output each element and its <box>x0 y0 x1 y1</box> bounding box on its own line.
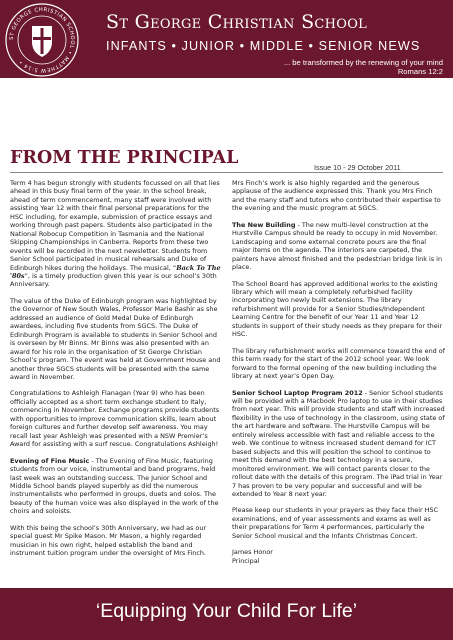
motto-verse: ... be transformed by the renewing of your mind <box>283 58 443 67</box>
motto-reference: Romans 12:2 <box>397 67 443 76</box>
paragraph-text: Term 4 has begun strongly with students focussed on all that lies ahead in this busy final term of the year. In the school break, ahead of term commencement, many staff were involved with assisting Year 12 with their final personal preparations for the HSC including, for example, submission of practice essays and working through past papers. Students also participated in the National Robocup Competition in Tasmania and the National Skipping Championships in Canberra. Reports from these two events will be recorded in the next newsletter. Students from Senior School participated in musical rehearsals and Duke of Edinburgh hikes during the holidays. The musical, “ <box>10 179 220 272</box>
paragraph: Mrs Finch’s work is also highly regarded and the generous applause of the audience expressed this. Thank you Mrs Finch and the many staff and tutors who contributed their expertise to the evening and the music program at SGCS. <box>232 179 441 213</box>
paragraph: The library refurbishment works will commence toward the end of this term ready for the start of the 2012 school year. We look forward to the formal opening of the new building including the library at next year’s Open Day. <box>232 346 446 381</box>
paragraph-heading: The New Building <box>232 220 296 229</box>
signoff <box>232 548 446 565</box>
title-divider <box>10 172 443 173</box>
section-title: FROM THE PRINCIPAL <box>10 148 239 168</box>
paragraph: The School Board has approved additional works to the existing library which will mean a completely refurbished facility incorporating two newly built extensions. The library refurbishment will provide for a Senior Studies/Independent Learning Centre for the benefit of our Year 11 and Year 12 students in support of their study needs as they prepare for their HSC. <box>232 279 443 339</box>
paragraph-text: ”, is a timely production given this year is our school’s 30th Anniversary. <box>10 271 217 289</box>
paragraph-heading: Senior School Laptop Program 2012 <box>232 388 363 397</box>
paragraph-heading: Evening of Fine Music <box>10 456 90 465</box>
paragraph-text: - The Evening of Fine Music, featuring students from our voice, instrumental and band programs, held last week was an outstanding success. The Junior School and Middle School bands played superbly as did the numerous instrumentalists who performed in groups, duets and solos. The beauty of the human voice was also displayed in the work of the choirs and soloists. <box>10 456 219 516</box>
paragraph-text: - The new multi-level construction at the Hurstville Campus should be ready to occupy in mid November. Landscaping and some external concrete pours are the final major items on the agenda. The interiors are carpeted, the painters have almost finished and the pedestrian bridge link is in place. <box>232 220 443 272</box>
paragraph <box>10 179 223 289</box>
paragraph: With this being the school’s 30th Anniversary, we had as our special guest Mr Spike Mason. Mr Mason, a highly regarded musician in his own right, helped establish the band and instrument tuition program under the oversight of Mrs Finch. <box>10 523 207 558</box>
school-crest-logo <box>4 2 80 78</box>
left-column <box>10 179 223 566</box>
newsletter-subtitle: INFANTS • JUNIOR • MIDDLE • SENIOR NEWS <box>106 39 421 53</box>
footer-tagline: ‘Equipping Your Child For Life’ <box>95 600 358 622</box>
paragraph-text: - Senior School students will be provided with a Macbook Pro laptop to use in their studies from next year. This will provide students and staff with increased flexibility in the use of technology in the classroom, using state of the art hardware and software. The Hurstville Campus will be entirely wireless accessible with fast and reliable access to the web. We continue to witness increased student demand for ICT based subjects and this will position the school to continue to meet this demand with the best technology in a secure, monitored environment. We will contact parents closer to the rollout date with the details of this program. The iPad trial in Year 7 has proven to be very popular and successful and will be extended to Year 8 next year. <box>232 388 445 498</box>
issue-line: Issue 10 - 29 October 2011 <box>314 163 401 172</box>
school-motto <box>284 58 443 76</box>
signoff-title: Principal <box>232 556 260 565</box>
right-column <box>232 179 446 565</box>
school-name: St George Christian School <box>106 11 368 33</box>
signoff-name: James Honor <box>232 548 273 557</box>
paragraph <box>232 389 446 499</box>
musical-title: Back To The '80s <box>10 263 221 280</box>
paragraph <box>10 457 223 516</box>
paragraph <box>232 221 446 272</box>
paragraph: The value of the Duke of Edinburgh program was highlighted by the Governor of New South Wales, Professor Marie Bashir as she addressed an audience of Gold Medal Duke of Edinburgh awardees, including five students from SGCS. The Duke of Edinburgh Program is available to students in Senior School and is overseen by Mr Binns. Mr Binns was also presented with an award for his role in the organisation of St George Christian School’s program. The event was held at Government House and another three SGCS students will be presented with the same award in November. <box>10 296 221 381</box>
crest-ring-text: ST GEORGE CHRISTIAN SCHOOL • MATTHEW 5:14 • <box>8 6 76 74</box>
masthead-banner <box>0 0 453 78</box>
paragraph: Congratulations to Ashleigh Flanagan (Year 9) who has been officially accepted as a short term exchange student to Italy, commencing in November. Exchange programs provide students with opportunities to improve communication skills, learn about foreign cultures and further develop self awareness. You may recall last year Ashleigh was presented with a NSW Premier’s Award for assisting with a surf rescue. Congratulations Ashleigh! <box>10 389 220 449</box>
paragraph: Please keep our students in your prayers as they face their HSC examinations, end of year assessments and exams as well as their preparations for Term 4 performances, particularly the Senior School musical and the Infants Christmas Concert. <box>232 506 439 540</box>
